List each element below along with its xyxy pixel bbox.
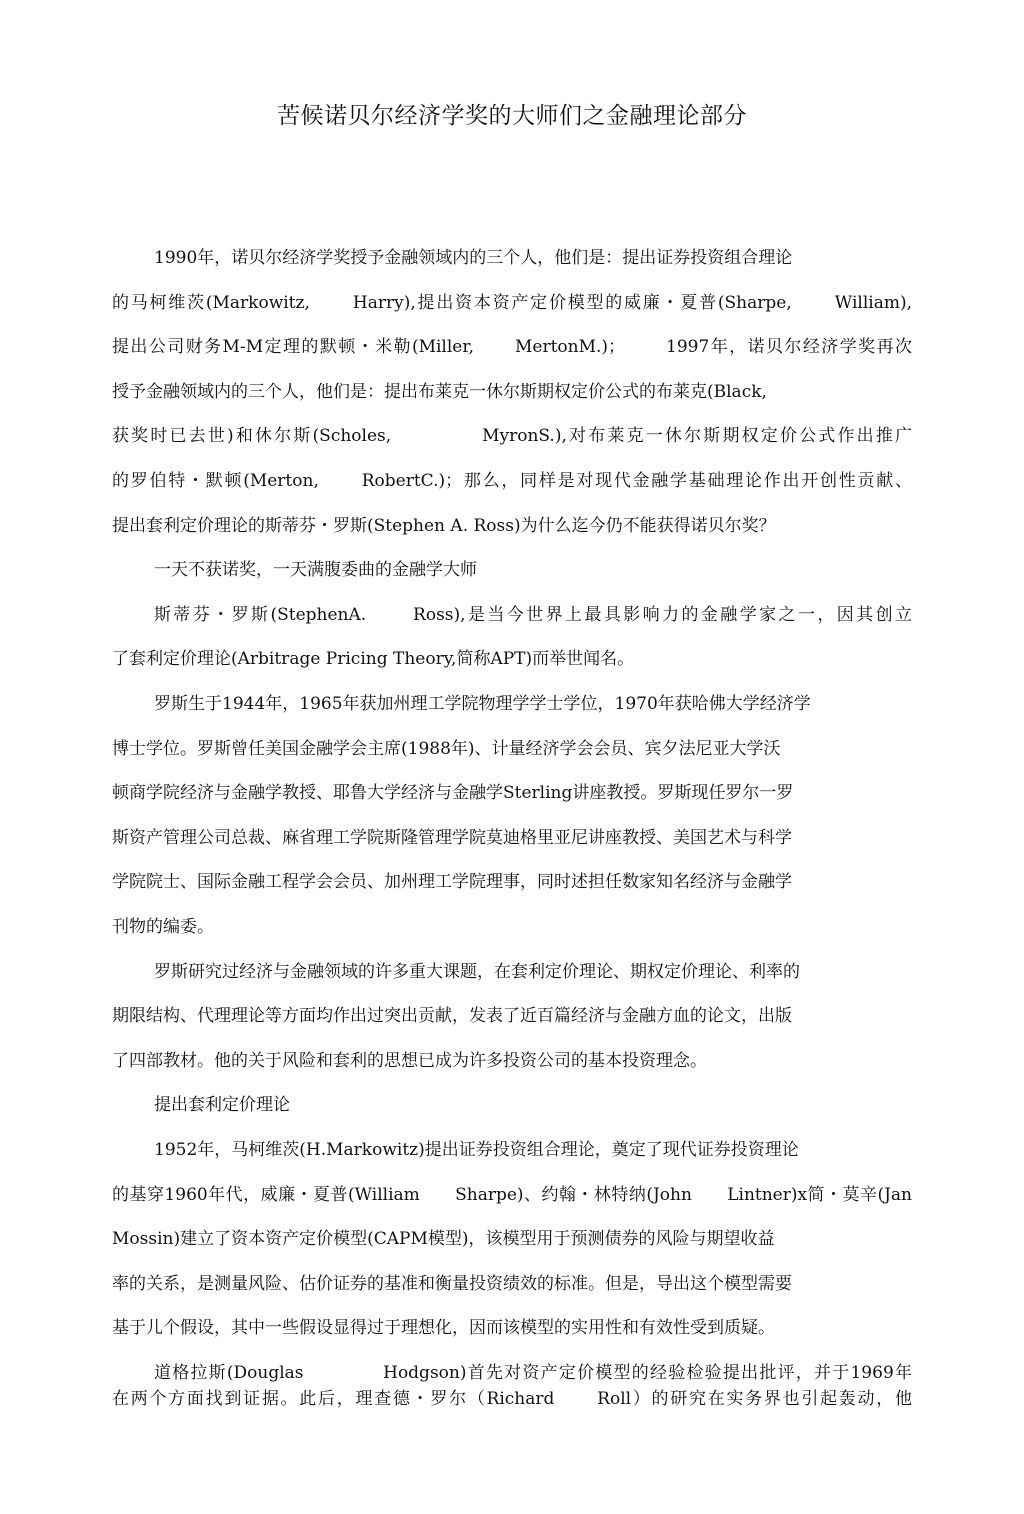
body-line: 的基穿1960年代，威廉・夏普(William Sharpe)、约翰・林特纳(John Lintner)x简・莫辛(Jan [112,1185,912,1205]
body-line: 1990年，诺贝尔经济学奖授予金融领域内的三个人，他们是：提出证券投资组合理论 [154,248,793,268]
body-line: 道格拉斯(Douglas Hodgson)首先对资产定价模型的经验检验提出批评，并于1969年 [154,1363,912,1383]
body-line: 在两个方面找到证据。此后，理查德・罗尔（Richard Roll）的研究在实务界也引起轰动，他 [112,1389,912,1409]
body-line: 获奖时已去世)和休尔斯(Scholes, MyronS.),对布莱克一休尔斯期权定价公式作出推广 [112,426,912,446]
body-line: 提出套利定价理论 [154,1095,290,1115]
body-line: Mossin)建立了资本资产定价模型(CAPM模型)，该模型用于预测债券的风险与期望收益 [112,1229,775,1249]
body-line: 斯资产管理公司总裁、麻省理工学院斯隆管理学院莫迪格里亚尼讲座教授、美国艺术与科学 [112,828,792,848]
body-line: 了四部教材。他的关于风险和套利的思想已成为许多投资公司的基本投资理念。 [112,1051,707,1071]
body-line: 的马柯维茨(Markowitz, Harry),提出资本资产定价模型的威廉・夏普(Sharpe, William), [112,293,912,313]
body-line: 罗斯生于1944年，1965年获加州理工学院物理学学士学位，1970年获哈佛大学经济学 [154,694,811,714]
body-line: 提出套利定价理论的斯蒂芬・罗斯(Stephen A. Ross)为什么迄今仍不能获得诺贝尔奖？ [112,516,776,536]
body-line: 提出公司财务M-M定理的默顿・米勒(Miller, MertonM.)； 1997年，诺贝尔经济学奖再次 [112,337,912,357]
body-line: 斯蒂芬・罗斯(StephenA. Ross),是当今世界上最具影响力的金融学家之一，因其创立 [154,605,912,625]
body-line: 了套利定价理论(Arbitrage Pricing Theory,简称APT)而举世闻名。 [112,649,635,669]
body-line: 罗斯研究过经济与金融领域的许多重大课题，在套利定价理论、期权定价理论、利率的 [154,962,800,982]
body-line: 期限结构、代理理论等方面均作出过突出贡献，发表了近百篇经济与金融方血的论文，出版 [112,1006,792,1026]
body-line: 授予金融领域内的三个人，他们是：提出布莱克一休尔斯期权定价公式的布莱克(Black, [112,382,767,402]
body-line: 的罗伯特・默顿(Merton, RobertC.)；那么，同样是对现代金融学基础理论作出开创性贡献、 [112,471,912,491]
body-line: 顿商学院经济与金融学教授、耶鲁大学经济与金融学Sterling讲座教授。罗斯现任罗尔一罗 [112,783,794,803]
body-line: 学院院士、国际金融工程学会会员、加州理工学院理事，同时述担任数家知名经济与金融学 [112,872,792,892]
body-line: 1952年，马柯维茨(H.Markowitz)提出证券投资组合理论，奠定了现代证券投资理论 [154,1140,799,1160]
body-line: 博士学位。罗斯曾任美国金融学会主席(1988年)、计量经济学会会员、宾夕法尼亚大学沃 [112,739,781,759]
body-line: 刊物的编委。 [112,917,214,937]
document-title: 苦候诺贝尔经济学奖的大师们之金融理论部分 [277,103,747,129]
body-line: 一天不获诺奖，一天满腹委曲的金融学大师 [154,560,477,580]
body-line: 基于儿个假设，其中一些假设显得过于理想化，因而该模型的实用性和有效性受到质疑。 [112,1318,775,1338]
body-line: 率的关系，是测量风险、估价证券的基准和衡量投资绩效的标准。但是，导出这个模型需要 [112,1274,792,1294]
